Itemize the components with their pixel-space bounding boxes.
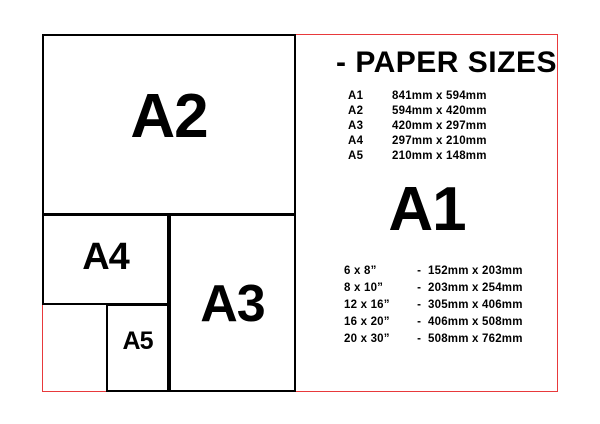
panel-title: - PAPER SIZES bbox=[336, 46, 557, 79]
size-box-a2-label: A2 bbox=[130, 82, 208, 151]
imperial-inches: 20 x 30” bbox=[344, 332, 390, 345]
imperial-inches: 8 x 10” bbox=[344, 281, 384, 294]
metric-dimensions: 297mm x 210mm bbox=[392, 134, 487, 147]
imperial-dash: - bbox=[417, 315, 421, 328]
imperial-mm: 305mm x 406mm bbox=[428, 298, 523, 311]
table-row bbox=[344, 313, 523, 330]
metric-dimensions: 841mm x 594mm bbox=[392, 89, 487, 102]
metric-dimensions: 210mm x 148mm bbox=[392, 149, 487, 162]
imperial-inches: 12 x 16” bbox=[344, 298, 390, 311]
info-panel bbox=[296, 34, 558, 392]
metric-code: A2 bbox=[348, 104, 364, 117]
imperial-inches: 6 x 8” bbox=[344, 264, 377, 277]
table-row bbox=[344, 262, 523, 279]
metric-code: A1 bbox=[348, 89, 364, 102]
metric-size-table bbox=[348, 88, 487, 163]
size-box-a4-label: A4 bbox=[82, 236, 129, 278]
table-row bbox=[348, 133, 487, 148]
imperial-dash: - bbox=[417, 332, 421, 345]
metric-code: A3 bbox=[348, 119, 364, 132]
imperial-dash: - bbox=[417, 264, 421, 277]
imperial-inches: 16 x 20” bbox=[344, 315, 390, 328]
imperial-dash: - bbox=[417, 298, 421, 311]
metric-dimensions: 594mm x 420mm bbox=[392, 104, 487, 117]
size-box-a5 bbox=[106, 304, 169, 392]
size-box-a3-label: A3 bbox=[200, 275, 265, 333]
imperial-mm: 508mm x 762mm bbox=[428, 332, 523, 345]
size-box-a5-label: A5 bbox=[122, 327, 153, 355]
imperial-dash: - bbox=[417, 281, 421, 294]
table-row bbox=[344, 279, 523, 296]
imperial-mm: 406mm x 508mm bbox=[428, 315, 523, 328]
size-box-a4 bbox=[42, 214, 169, 305]
featured-size-label: A1 bbox=[388, 175, 466, 244]
imperial-mm: 203mm x 254mm bbox=[428, 281, 523, 294]
metric-dimensions: 420mm x 297mm bbox=[392, 119, 487, 132]
size-box-a3 bbox=[169, 214, 296, 392]
table-row bbox=[348, 148, 487, 163]
imperial-mm: 152mm x 203mm bbox=[428, 264, 523, 277]
metric-code: A4 bbox=[348, 134, 364, 147]
table-row bbox=[348, 103, 487, 118]
size-box-a2 bbox=[42, 34, 296, 215]
metric-code: A5 bbox=[348, 149, 364, 162]
table-row bbox=[348, 88, 487, 103]
table-row bbox=[344, 296, 523, 313]
table-row bbox=[348, 118, 487, 133]
imperial-size-table bbox=[344, 262, 523, 347]
table-row bbox=[344, 330, 523, 347]
